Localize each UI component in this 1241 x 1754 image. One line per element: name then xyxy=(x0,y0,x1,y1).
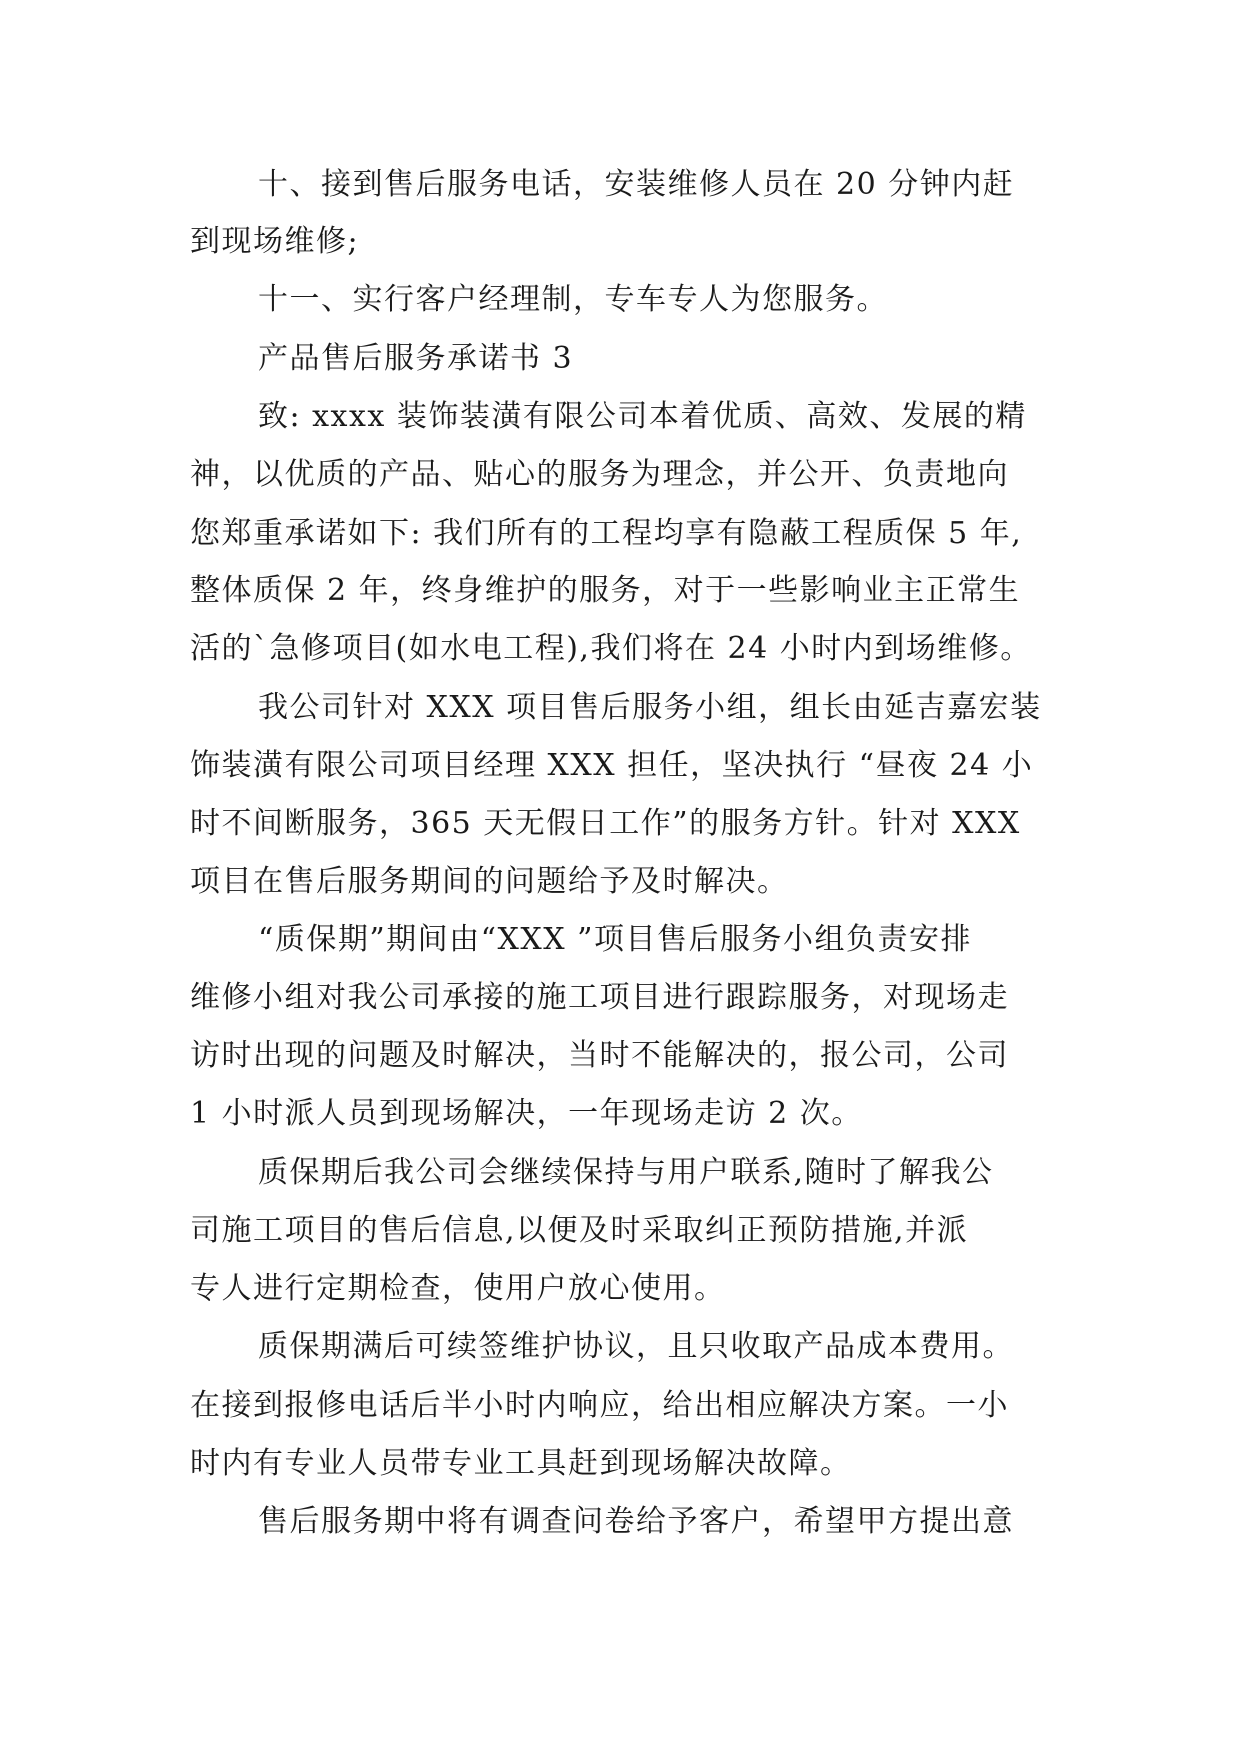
text-line-22: 在接到报修电话后半小时内响应，给出相应解决方案。一小 xyxy=(190,1388,1009,1423)
text-line-13: 项目在售后服务期间的问题给予及时解决。 xyxy=(190,864,789,899)
text-line-03: 十一、实行客户经理制，专车专人为您服务。 xyxy=(258,282,888,317)
text-line-20: 专人进行定期检查，使用户放心使用。 xyxy=(190,1271,726,1306)
text-line-16: 访时出现的问题及时解决，当时不能解决的，报公司，公司 xyxy=(190,1038,1009,1073)
text-line-08: 整体质保 2 年，终身维护的服务，对于一些影响业主正常生 xyxy=(190,573,1021,608)
section-heading: 产品售后服务承诺书 3 xyxy=(258,341,574,376)
text-line-11: 饰装潢有限公司项目经理 XXX 担任，坚决执行 “昼夜 24 小 xyxy=(190,748,1034,783)
text-line-07: 您郑重承诺如下: 我们所有的工程均享有隐蔽工程质保 5 年, xyxy=(190,516,1023,551)
text-line-15: 维修小组对我公司承接的施工项目进行跟踪服务，对现场走 xyxy=(190,980,1009,1015)
text-line-19: 司施工项目的售后信息,以便及时采取纠正预防措施,并派 xyxy=(190,1213,969,1248)
text-line-09: 活的`急修项目(如水电工程),我们将在 24 小时内到场维修。 xyxy=(190,631,1032,666)
text-line-21: 质保期满后可续签维护协议，且只收取产品成本费用。 xyxy=(258,1329,1014,1364)
text-line-12: 时不间断服务，365 天无假日工作”的服务方针。针对 XXX xyxy=(190,806,1021,841)
text-line-06: 神，以优质的产品、贴心的服务为理念，并公开、负责地向 xyxy=(190,457,1009,492)
text-line-02: 到现场维修; xyxy=(190,224,360,259)
text-line-24: 售后服务期中将有调查问卷给予客户，希望甲方提出意 xyxy=(258,1504,1014,1539)
text-line-10: 我公司针对 XXX 项目售后服务小组，组长由延吉嘉宏装 xyxy=(258,690,1042,725)
text-line-18: 质保期后我公司会继续保持与用户联系,随时了解我公 xyxy=(258,1155,994,1190)
text-line-14: “质保期”期间由“XXX ”项目售后服务小组负责安排 xyxy=(258,922,972,957)
text-line-23: 时内有专业人员带专业工具赶到现场解决故障。 xyxy=(190,1446,852,1481)
text-line-01: 十、接到售后服务电话，安装维修人员在 20 分钟内赶 xyxy=(258,167,1015,202)
text-line-17: 1 小时派人员到现场解决，一年现场走访 2 次。 xyxy=(190,1096,863,1131)
text-line-05: 致: xxxx 装饰装潢有限公司本着优质、高效、发展的精 xyxy=(258,399,1027,434)
